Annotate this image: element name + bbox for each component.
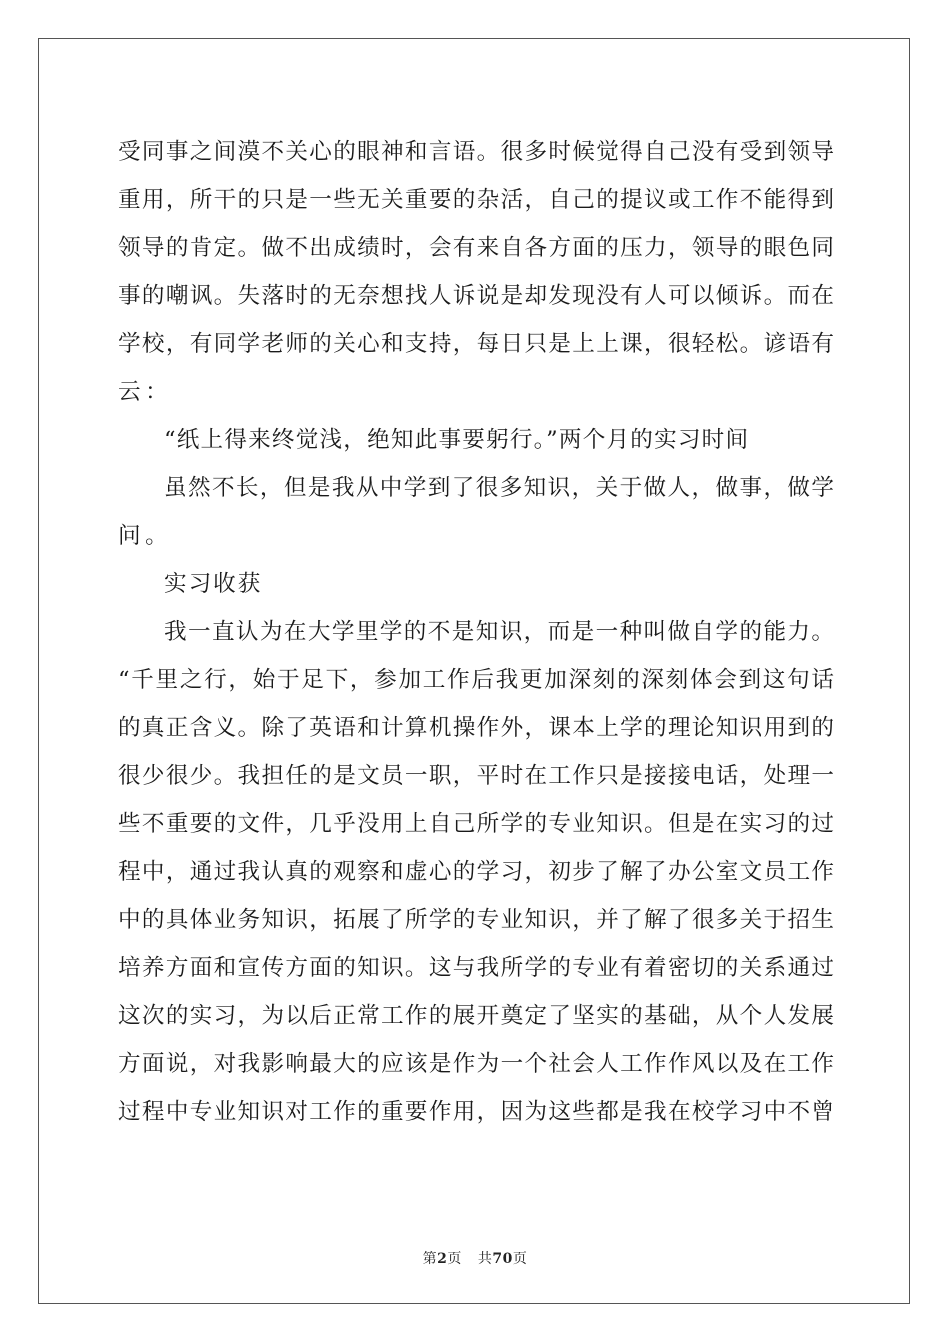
text-line: 培养方面和宣传方面的知识。这与我所学的专业有着密切的关系通过 [118,955,834,981]
text-line: 方面说，对我影响最大的应该是作为一个社会人工作作风以及在工作 [118,1051,834,1077]
text-line: 的真正含义。除了英语和计算机操作外，课本上学的理论知识用到的 [118,715,834,741]
quote-line: “纸上得来终觉浅，绝知此事要躬行。”两个月的实习时间 [164,427,750,453]
text-line: 中的具体业务知识，拓展了所学的专业知识，并了解了很多关于招生 [118,907,834,933]
text-line: 学校，有同学老师的关心和支持，每日只是上上课，很轻松。谚语有 [118,331,834,357]
total-pages: 70 [492,1251,513,1267]
text-line: “千里之行，始于足下，参加工作后我更加深刻的深刻体会到这句话 [118,667,834,693]
total-prefix: 共 [477,1251,493,1267]
text-line: 些不重要的文件，几乎没用上自己所学的专业知识。但是在实习的过 [118,811,834,837]
section-heading: 实习收获 [164,571,263,597]
text-line: 很少很少。我担任的是文员一职，平时在工作只是接接电话，处理一 [118,763,834,789]
page-prefix: 第 [422,1251,438,1267]
text-line: 事的嘲讽。失落时的无奈想找人诉说是却发现没有人可以倾诉。而在 [118,283,834,309]
text-line: 虽然不长，但是我从中学到了很多知识，关于做人，做事，做学 [164,475,834,501]
text-line: 云： [118,379,173,405]
text-line: 重用，所干的只是一些无关重要的杂活，自己的提议或工作不能得到 [118,187,834,213]
text-line: 受同事之间漠不关心的眼神和言语。很多时候觉得自己没有受到领导 [118,139,834,165]
text-line: 过程中专业知识对工作的重要作用，因为这些都是我在校学习中不曾 [118,1099,834,1125]
page-footer [0,1248,950,1268]
page-number: 2 [437,1251,448,1267]
total-suffix: 页 [512,1251,528,1267]
text-line: 领导的肯定。做不出成绩时，会有来自各方面的压力，领导的眼色同 [118,235,834,261]
text-line: 我一直认为在大学里学的不是知识，而是一种叫做自学的能力。 [164,619,834,645]
text-line: 问。 [118,523,173,549]
text-line: 程中，通过我认真的观察和虚心的学习，初步了解了办公室文员工作 [118,859,834,885]
document-body [118,128,834,1136]
page-suffix: 页 [447,1251,462,1267]
text-line: 这次的实习，为以后正常工作的展开奠定了坚实的基础，从个人发展 [118,1003,834,1029]
